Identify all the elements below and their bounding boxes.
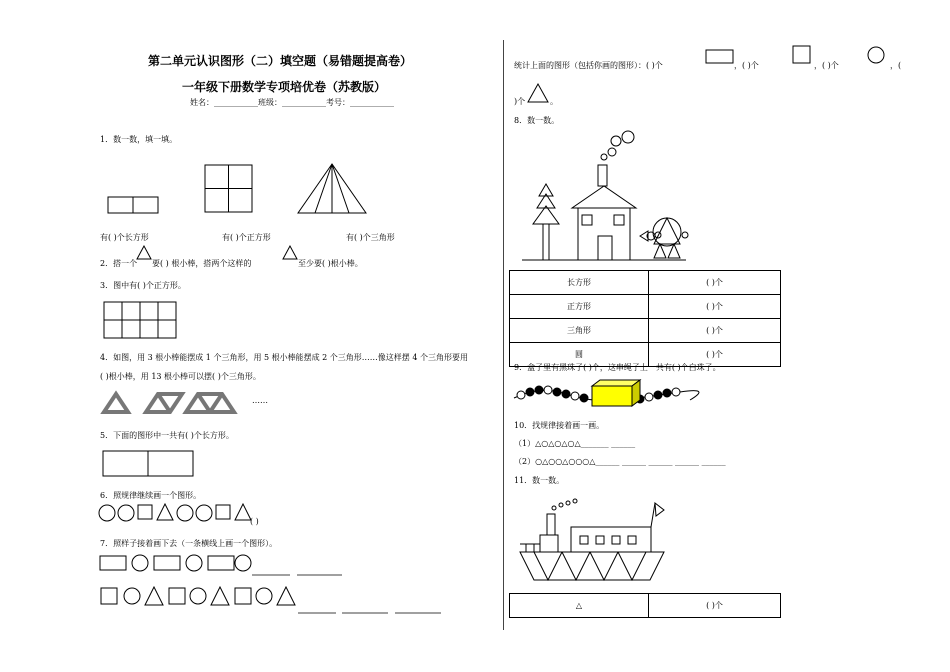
q6-stem: 6．照规律继续画一个图形。 xyxy=(100,491,202,500)
q10-pattern-2: （2）○△○○△○○○△______ ______ ______ ______ ______ xyxy=(514,457,726,466)
q2-stem-b: 要( ) 根小棒，搭两个这样的 xyxy=(152,259,252,268)
q11-count-table xyxy=(509,593,781,618)
table-cell: 长方形 xyxy=(510,271,649,295)
answer-cell[interactable]: ( )个 xyxy=(649,594,781,618)
stat-line-part2: ，( )个 xyxy=(734,61,759,70)
q6-answer-blank: ( ) xyxy=(250,517,259,526)
q2-stem-c: 至少要( )根小棒。 xyxy=(298,259,363,268)
q1-stem: 1．数一数，填一填。 xyxy=(100,135,178,144)
q4-line1: 4．如图，用 3 根小棒能摆成 1 个三角形，用 5 根小棒能摆成 2 个三角形……像这样摆 4 个三角形要用 xyxy=(100,353,468,362)
stat-line-part5: )个 xyxy=(514,97,526,106)
answer-cell[interactable]: ( )个 xyxy=(649,319,781,343)
q1-answer-squares: 有( )个正方形 xyxy=(222,233,271,242)
answer-cell[interactable]: ( )个 xyxy=(649,271,781,295)
q10-stem: 10．找规律接着画一画。 xyxy=(514,421,605,430)
q11-stem: 11．数一数。 xyxy=(514,476,565,485)
stat-line-part3: ，( )个 xyxy=(814,61,839,70)
q5-stem: 5．下面的图形中一共有( )个长方形。 xyxy=(100,431,234,440)
q1-answer-triangles: 有( )个三角形 xyxy=(346,233,395,242)
q4-line2: ( )根小棒，用 13 根小棒可以摆( )个三角形。 xyxy=(100,372,261,381)
page-subtitle: 一年级下册数学专项培优卷（苏教版） xyxy=(182,80,387,94)
q7-stem: 7．照样子接着画下去（一条横线上画一个图形）。 xyxy=(100,539,278,548)
table-cell: 圆 xyxy=(510,343,649,367)
page-title: 第二单元认识图形（二）填空题（易错题提高卷） xyxy=(148,54,413,68)
table-cell: 正方形 xyxy=(510,295,649,319)
q10-pattern-1: （1）△○△○△○△_______ ______ xyxy=(514,439,636,448)
stat-line-part6: 。 xyxy=(550,97,558,106)
q9-stem: 9．盒子里有黑珠子( )个，这串绳子上一共有( )个白珠子。 xyxy=(514,363,721,372)
q4-ellipsis: …… xyxy=(252,396,268,405)
stat-line-part1: 统计上面的图形（包括你画的图形）：( )个 xyxy=(514,61,663,70)
table-row xyxy=(510,594,781,618)
table-cell: 三角形 xyxy=(510,319,649,343)
answer-cell[interactable]: ( )个 xyxy=(649,295,781,319)
q3-stem: 3．图中有( )个正方形。 xyxy=(100,281,186,290)
table-cell: △ xyxy=(510,594,649,618)
student-info-line: 姓名：___________班级：___________考号：___________ xyxy=(190,98,394,107)
q8-stem: 8．数一数。 xyxy=(514,116,560,125)
answer-cell[interactable]: ( )个 xyxy=(649,343,781,367)
q1-answer-rectangles: 有( )个长方形 xyxy=(100,233,149,242)
q2-stem-a: 2．搭一个 xyxy=(100,259,138,268)
stat-line-part4: ，( xyxy=(890,61,902,70)
